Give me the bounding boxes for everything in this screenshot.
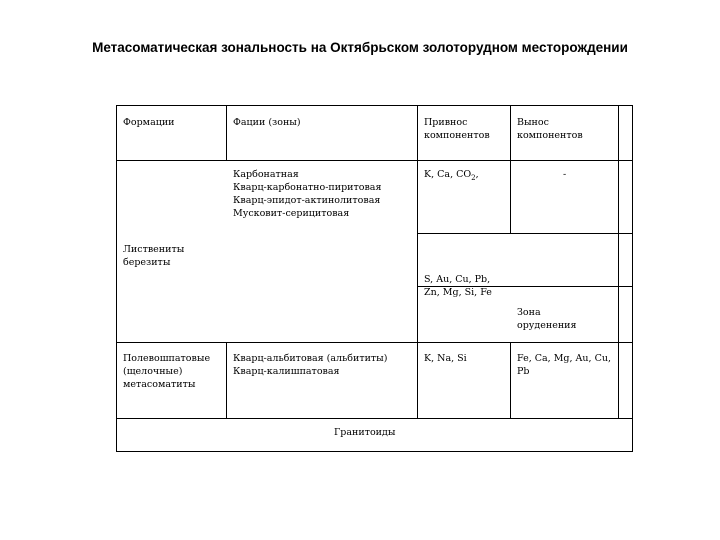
outflow-listvenite: - [563, 169, 567, 180]
facies-item: Кварц-альбитовая (альбититы) [233, 353, 388, 364]
formation-line: Полевошпатовые [123, 353, 211, 364]
col-divider-3b [510, 342, 511, 419]
inflow-subscript: 2 [471, 173, 476, 182]
table-border-right [632, 105, 633, 452]
inflow-fieldspar: K, Na, Si [424, 353, 467, 364]
formation-line: Листвениты [123, 244, 185, 255]
header-formation: Формации [123, 117, 175, 128]
granitoids-label: Гранитоиды [334, 427, 396, 438]
inflow-text: K, Ca, CO [424, 169, 472, 180]
formation-fieldspar [123, 352, 210, 391]
outflow-fieldspar [517, 352, 611, 378]
outflow-line: Fe, Ca, Mg, Au, Cu, [517, 353, 611, 364]
ore-zone-line: Зона [517, 307, 541, 318]
row-divider-fieldspar [116, 342, 633, 343]
header-facies: Фации (зоны) [233, 117, 301, 128]
col-divider-3a [510, 105, 511, 234]
table-border-top [116, 105, 633, 106]
facies-listvenite [233, 168, 381, 220]
metals-line: Zn, Mg, Si, Fe [424, 287, 492, 298]
row-divider-inflow [417, 233, 633, 234]
metals-line: S, Au, Cu, Pb, [424, 274, 491, 285]
table-border-left [116, 105, 117, 452]
facies-item: Кварц-калишпатовая [233, 366, 340, 377]
header-inflow [424, 116, 490, 142]
header-outflow-line2: компонентов [517, 130, 583, 141]
inflow-listvenite [424, 168, 479, 185]
formation-line: (щелочные) [123, 366, 183, 377]
inflow-metals [424, 273, 492, 299]
col-divider-1b [226, 342, 227, 419]
header-inflow-line1: Привнос [424, 117, 468, 128]
table-border-bottom [116, 451, 633, 452]
col-divider-4 [618, 105, 619, 419]
facies-item: Мусковит-серицитовая [233, 208, 350, 219]
page-title: Метасоматическая зональность на Октябрьском золоторудном месторождении [92, 40, 628, 55]
facies-item: Кварц-карбонатно-пиритовая [233, 182, 382, 193]
ore-zone-line: оруденения [517, 320, 577, 331]
header-divider [116, 160, 633, 161]
header-outflow-line1: Вынос [517, 117, 549, 128]
formation-line: березиты [123, 257, 171, 268]
col-divider-1 [226, 105, 227, 161]
formation-listvenite [123, 243, 184, 269]
ore-zone [517, 306, 576, 332]
col-divider-2 [417, 105, 418, 419]
inflow-tail: , [475, 169, 479, 180]
row-divider-granitoids [116, 418, 633, 419]
facies-fieldspar [233, 352, 387, 378]
facies-item: Кварц-эпидот-актинолитовая [233, 195, 381, 206]
outflow-line: Pb [517, 366, 530, 377]
header-outflow [517, 116, 583, 142]
formation-line: метасоматиты [123, 379, 196, 390]
header-inflow-line2: компонентов [424, 130, 490, 141]
facies-item: Карбонатная [233, 169, 299, 180]
